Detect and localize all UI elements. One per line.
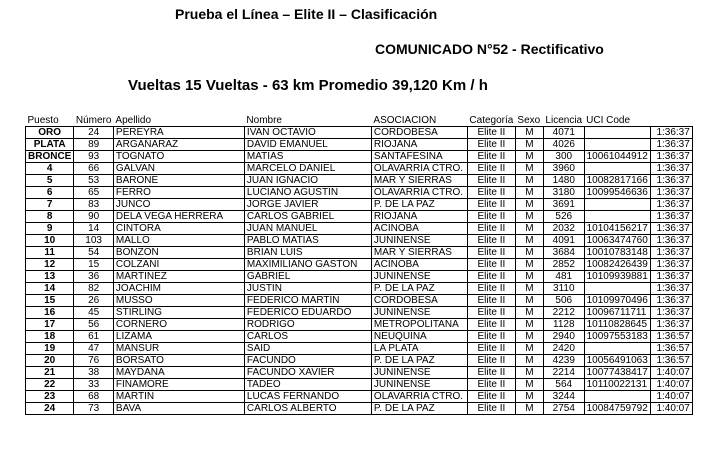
uci-code-cell	[584, 211, 650, 223]
uci-code-cell: 10056491063	[584, 355, 650, 367]
license-cell: 564	[543, 379, 584, 391]
col-header-nombre: Nombre	[244, 114, 371, 127]
position-cell: 19	[26, 343, 74, 355]
bib-number-cell: 76	[74, 355, 114, 367]
category-cell: Elite II	[467, 319, 515, 331]
association-cell: METROPOLITANA	[371, 319, 467, 331]
surname-cell: MAYDANA	[113, 367, 244, 379]
position-cell: 10	[26, 235, 74, 247]
license-cell: 3180	[543, 187, 584, 199]
col-header-apellido: Apellido	[113, 114, 244, 127]
license-cell: 481	[543, 271, 584, 283]
license-cell: 3244	[543, 391, 584, 403]
bib-number-cell: 38	[74, 367, 114, 379]
position-cell: 24	[26, 403, 74, 415]
finish-time-cell: 1:36:37	[650, 175, 692, 187]
category-cell: Elite II	[467, 247, 515, 259]
finish-time-cell: 1:36:37	[650, 127, 692, 139]
bib-number-cell: 36	[74, 271, 114, 283]
association-cell: P. DE LA PAZ	[371, 199, 467, 211]
association-cell: MAR Y SIERRAS	[371, 247, 467, 259]
association-cell: P. DE LA PAZ	[371, 355, 467, 367]
association-cell: JUNINENSE	[371, 379, 467, 391]
position-cell: 23	[26, 391, 74, 403]
position-cell: 20	[26, 355, 74, 367]
first-name-cell: CARLOS ALBERTO	[244, 403, 371, 415]
table-row	[26, 403, 693, 415]
uci-code-cell	[584, 343, 650, 355]
uci-code-cell	[584, 283, 650, 295]
bib-number-cell: 45	[74, 307, 114, 319]
sex-cell: M	[515, 319, 543, 331]
bib-number-cell: 73	[74, 403, 114, 415]
association-cell: SANTAFESINA	[371, 151, 467, 163]
sex-cell: M	[515, 187, 543, 199]
sex-cell: M	[515, 163, 543, 175]
position-cell: 13	[26, 271, 74, 283]
association-cell: P. DE LA PAZ	[371, 283, 467, 295]
surname-cell: BORSATO	[113, 355, 244, 367]
uci-code-cell: 10109939881	[584, 271, 650, 283]
association-cell: ACINOBA	[371, 223, 467, 235]
sex-cell: M	[515, 199, 543, 211]
sex-cell: M	[515, 403, 543, 415]
surname-cell: STIRLING	[113, 307, 244, 319]
association-cell: CORDOBESA	[371, 127, 467, 139]
table-row	[26, 187, 693, 199]
license-cell: 4071	[543, 127, 584, 139]
first-name-cell: RODRIGO	[244, 319, 371, 331]
bib-number-cell: 33	[74, 379, 114, 391]
license-cell: 2940	[543, 331, 584, 343]
first-name-cell: FACUNDO	[244, 355, 371, 367]
category-cell: Elite II	[467, 235, 515, 247]
finish-time-cell: 1:36:57	[650, 343, 692, 355]
col-header-asociacion: ASOCIACION	[371, 114, 467, 127]
sex-cell: M	[515, 139, 543, 151]
uci-code-cell: 10084759792	[584, 403, 650, 415]
surname-cell: LIZAMA	[113, 331, 244, 343]
position-cell: 12	[26, 259, 74, 271]
surname-cell: JUNCO	[113, 199, 244, 211]
finish-time-cell: 1:36:37	[650, 271, 692, 283]
finish-time-cell: 1:36:37	[650, 187, 692, 199]
table-row	[26, 391, 693, 403]
finish-time-cell: 1:36:37	[650, 235, 692, 247]
sex-cell: M	[515, 127, 543, 139]
table-row	[26, 259, 693, 271]
finish-time-cell: 1:36:37	[650, 247, 692, 259]
bib-number-cell: 15	[74, 259, 114, 271]
position-cell: 22	[26, 379, 74, 391]
surname-cell: PEREYRA	[113, 127, 244, 139]
table-row	[26, 223, 693, 235]
col-header-puesto: Puesto	[26, 114, 74, 127]
association-cell: RIOJANA	[371, 211, 467, 223]
bib-number-cell: 83	[74, 199, 114, 211]
finish-time-cell: 1:40:07	[650, 403, 692, 415]
category-cell: Elite II	[467, 379, 515, 391]
uci-code-cell: 10104156217	[584, 223, 650, 235]
license-cell: 1128	[543, 319, 584, 331]
position-cell: 21	[26, 367, 74, 379]
position-cell: PLATA	[26, 139, 74, 151]
sex-cell: M	[515, 343, 543, 355]
first-name-cell: BRIAN LUIS	[244, 247, 371, 259]
bib-number-cell: 66	[74, 163, 114, 175]
sex-cell: M	[515, 367, 543, 379]
surname-cell: GALVAN	[113, 163, 244, 175]
surname-cell: MUSSO	[113, 295, 244, 307]
bib-number-cell: 68	[74, 391, 114, 403]
sex-cell: M	[515, 223, 543, 235]
table-row	[26, 175, 693, 187]
table-row	[26, 211, 693, 223]
col-header-uci-code: UCI Code	[584, 114, 650, 127]
category-cell: Elite II	[467, 163, 515, 175]
license-cell: 3691	[543, 199, 584, 211]
finish-time-cell: 1:36:37	[650, 211, 692, 223]
uci-code-cell: 10061044912	[584, 151, 650, 163]
license-cell: 526	[543, 211, 584, 223]
surname-cell: JOACHIM	[113, 283, 244, 295]
table-row	[26, 367, 693, 379]
first-name-cell: JUAN MANUEL	[244, 223, 371, 235]
finish-time-cell: 1:36:57	[650, 355, 692, 367]
finish-time-cell: 1:36:37	[650, 259, 692, 271]
license-cell: 506	[543, 295, 584, 307]
surname-cell: ARGAÑARAZ	[113, 139, 244, 151]
license-cell: 2212	[543, 307, 584, 319]
uci-code-cell: 10110828645	[584, 319, 650, 331]
bib-number-cell: 26	[74, 295, 114, 307]
surname-cell: DELA VEGA HERRERA	[113, 211, 244, 223]
uci-code-cell: 10063474760	[584, 235, 650, 247]
license-cell: 4239	[543, 355, 584, 367]
position-cell: 18	[26, 331, 74, 343]
bib-number-cell: 103	[74, 235, 114, 247]
first-name-cell: CARLOS	[244, 331, 371, 343]
license-cell: 4026	[543, 139, 584, 151]
table-row	[26, 283, 693, 295]
communique-label: COMUNICADO N°52 - Rectificativo	[375, 41, 604, 57]
bib-number-cell: 93	[74, 151, 114, 163]
first-name-cell: MARCELO DANIEL	[244, 163, 371, 175]
finish-time-cell: 1:36:37	[650, 151, 692, 163]
category-cell: Elite II	[467, 259, 515, 271]
sex-cell: M	[515, 271, 543, 283]
association-cell: JUNINENSE	[371, 307, 467, 319]
table-row	[26, 151, 693, 163]
sex-cell: M	[515, 355, 543, 367]
table-row	[26, 295, 693, 307]
col-header-sexo: Sexo	[515, 114, 543, 127]
position-cell: BRONCE	[26, 151, 74, 163]
race-summary: Vueltas 15 Vueltas - 63 km Promedio 39,120 Km / h	[128, 77, 488, 94]
position-cell: 14	[26, 283, 74, 295]
table-row	[26, 355, 693, 367]
license-cell: 4091	[543, 235, 584, 247]
first-name-cell: SAID	[244, 343, 371, 355]
col-header-numero: Número	[75, 114, 112, 126]
bib-number-cell: 47	[74, 343, 114, 355]
first-name-cell: LUCAS FERNANDO	[244, 391, 371, 403]
first-name-cell: GABRIEL	[244, 271, 371, 283]
uci-code-cell	[584, 199, 650, 211]
first-name-cell: IVAN OCTAVIO	[244, 127, 371, 139]
license-cell: 2032	[543, 223, 584, 235]
uci-code-cell: 10010783148	[584, 247, 650, 259]
bib-number-cell: 89	[74, 139, 114, 151]
position-cell: 16	[26, 307, 74, 319]
surname-cell: BONZON	[113, 247, 244, 259]
first-name-cell: JORGE JAVIER	[244, 199, 371, 211]
table-row	[26, 199, 693, 211]
position-cell: 17	[26, 319, 74, 331]
surname-cell: CORNERO	[113, 319, 244, 331]
uci-code-cell: 10110022131	[584, 379, 650, 391]
finish-time-cell: 1:36:37	[650, 163, 692, 175]
surname-cell: TOGNATO	[113, 151, 244, 163]
sex-cell: M	[515, 175, 543, 187]
sex-cell: M	[515, 391, 543, 403]
association-cell: JUNINENSE	[371, 367, 467, 379]
uci-code-cell: 10099546636	[584, 187, 650, 199]
finish-time-cell: 1:40:07	[650, 379, 692, 391]
first-name-cell: DAVID EMANUEL	[244, 139, 371, 151]
category-cell: Elite II	[467, 139, 515, 151]
uci-code-cell: 10077438417	[584, 367, 650, 379]
surname-cell: BARONE	[113, 175, 244, 187]
license-cell: 2214	[543, 367, 584, 379]
position-cell: 5	[26, 175, 74, 187]
bib-number-cell: 65	[74, 187, 114, 199]
association-cell: OLAVARRIA CTRO.	[371, 163, 467, 175]
finish-time-cell: 1:36:37	[650, 199, 692, 211]
surname-cell: MARTIN	[113, 391, 244, 403]
association-cell: RIOJANA	[371, 139, 467, 151]
surname-cell: MARTINEZ	[113, 271, 244, 283]
table-row	[26, 127, 693, 139]
first-name-cell: MAXIMILIANO GASTON	[244, 259, 371, 271]
license-cell: 2852	[543, 259, 584, 271]
uci-code-cell	[584, 127, 650, 139]
category-cell: Elite II	[467, 187, 515, 199]
bib-number-cell: 82	[74, 283, 114, 295]
table-row	[26, 163, 693, 175]
category-cell: Elite II	[467, 307, 515, 319]
surname-cell: FERRO	[113, 187, 244, 199]
finish-time-cell: 1:36:37	[650, 307, 692, 319]
table-row	[26, 139, 693, 151]
table-row	[26, 319, 693, 331]
first-name-cell: JUAN IGNACIO	[244, 175, 371, 187]
sex-cell: M	[515, 307, 543, 319]
sex-cell: M	[515, 283, 543, 295]
table-row	[26, 271, 693, 283]
uci-code-cell: 10082817166	[584, 175, 650, 187]
association-cell: JUNINENSE	[371, 271, 467, 283]
finish-time-cell: 1:36:37	[650, 319, 692, 331]
license-cell: 2420	[543, 343, 584, 355]
category-cell: Elite II	[467, 331, 515, 343]
first-name-cell: MATIAS	[244, 151, 371, 163]
category-cell: Elite II	[467, 199, 515, 211]
association-cell: JUNINENSE	[371, 235, 467, 247]
association-cell: OLAVARRIA CTRO.	[371, 187, 467, 199]
table-row	[26, 307, 693, 319]
license-cell: 1480	[543, 175, 584, 187]
sex-cell: M	[515, 259, 543, 271]
category-cell: Elite II	[467, 211, 515, 223]
association-cell: CORDOBESA	[371, 295, 467, 307]
surname-cell: CINTORA	[113, 223, 244, 235]
first-name-cell: JUSTIN	[244, 283, 371, 295]
table-row	[26, 235, 693, 247]
table-row	[26, 247, 693, 259]
table-row	[26, 379, 693, 391]
bib-number-cell: 14	[74, 223, 114, 235]
bib-number-cell: 61	[74, 331, 114, 343]
position-cell: 4	[26, 163, 74, 175]
association-cell: ACINOBA	[371, 259, 467, 271]
category-cell: Elite II	[467, 343, 515, 355]
surname-cell: COLZANI	[113, 259, 244, 271]
bib-number-cell: 24	[74, 127, 114, 139]
bib-number-cell: 90	[74, 211, 114, 223]
position-cell: 11	[26, 247, 74, 259]
association-cell: OLAVARRIA CTRO.	[371, 391, 467, 403]
category-cell: Elite II	[467, 295, 515, 307]
finish-time-cell: 1:36:37	[650, 223, 692, 235]
finish-time-cell: 1:36:37	[650, 295, 692, 307]
finish-time-cell: 1:40:07	[650, 391, 692, 403]
license-cell: 2754	[543, 403, 584, 415]
finish-time-cell: 1:36:37	[650, 139, 692, 151]
position-cell: 8	[26, 211, 74, 223]
sex-cell: M	[515, 211, 543, 223]
category-cell: Elite II	[467, 271, 515, 283]
license-cell: 300	[543, 151, 584, 163]
category-cell: Elite II	[467, 367, 515, 379]
surname-cell: BAVA	[113, 403, 244, 415]
finish-time-cell: 1:36:57	[650, 331, 692, 343]
association-cell: LA PLATA	[371, 343, 467, 355]
category-cell: Elite II	[467, 355, 515, 367]
table-row	[26, 331, 693, 343]
first-name-cell: FACUNDO XAVIER	[244, 367, 371, 379]
bib-number-cell: 56	[74, 319, 114, 331]
sex-cell: M	[515, 295, 543, 307]
category-cell: Elite II	[467, 283, 515, 295]
bib-number-cell: 53	[74, 175, 114, 187]
association-cell: P. DE LA PAZ	[371, 403, 467, 415]
sex-cell: M	[515, 379, 543, 391]
category-cell: Elite II	[467, 151, 515, 163]
position-cell: 15	[26, 295, 74, 307]
uci-code-cell: 10109970496	[584, 295, 650, 307]
uci-code-cell	[584, 391, 650, 403]
first-name-cell: CARLOS GABRIEL	[244, 211, 371, 223]
results-table	[25, 114, 693, 415]
association-cell: MAR Y SIERRAS	[371, 175, 467, 187]
col-header-time	[650, 114, 692, 127]
uci-code-cell	[584, 139, 650, 151]
license-cell: 3960	[543, 163, 584, 175]
col-header-licencia: Licencia	[545, 114, 583, 126]
category-cell: Elite II	[467, 175, 515, 187]
category-cell: Elite II	[467, 391, 515, 403]
surname-cell: MALLO	[113, 235, 244, 247]
license-cell: 3684	[543, 247, 584, 259]
category-cell: Elite II	[467, 403, 515, 415]
sex-cell: M	[515, 235, 543, 247]
uci-code-cell: 10082426439	[584, 259, 650, 271]
association-cell: NEUQUINA	[371, 331, 467, 343]
sex-cell: M	[515, 151, 543, 163]
bib-number-cell: 54	[74, 247, 114, 259]
finish-time-cell: 1:40:07	[650, 367, 692, 379]
first-name-cell: FEDERICO MARTÍN	[244, 295, 371, 307]
document-title: Prueba el Línea – Elite II – Clasificación	[175, 6, 438, 22]
surname-cell: MANSUR	[113, 343, 244, 355]
first-name-cell: TADEO	[244, 379, 371, 391]
position-cell: ORO	[26, 127, 74, 139]
sex-cell: M	[515, 331, 543, 343]
position-cell: 9	[26, 223, 74, 235]
uci-code-cell	[584, 163, 650, 175]
finish-time-cell: 1:36:37	[650, 283, 692, 295]
col-header-categoria: Categoría	[467, 114, 515, 127]
table-row	[26, 343, 693, 355]
first-name-cell: FEDERICO EDUARDO	[244, 307, 371, 319]
sex-cell: M	[515, 247, 543, 259]
table-header-row	[26, 114, 693, 127]
first-name-cell: LUCIANO AGUSTÍN	[244, 187, 371, 199]
category-cell: Elite II	[467, 127, 515, 139]
surname-cell: FINAMORE	[113, 379, 244, 391]
category-cell: Elite II	[467, 223, 515, 235]
uci-code-cell: 10096711711	[584, 307, 650, 319]
position-cell: 6	[26, 187, 74, 199]
first-name-cell: PABLO MATIAS	[244, 235, 371, 247]
position-cell: 7	[26, 199, 74, 211]
uci-code-cell: 10097553183	[584, 331, 650, 343]
license-cell: 3110	[543, 283, 584, 295]
